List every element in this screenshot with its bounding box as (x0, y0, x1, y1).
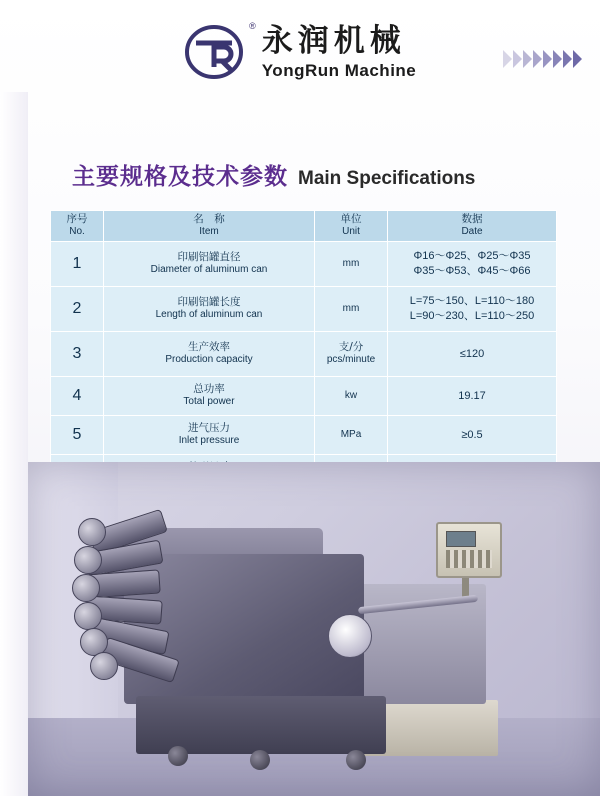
machine-caster-wheel (346, 750, 366, 770)
machine-roller (90, 652, 118, 680)
header-item-en: Item (199, 226, 219, 238)
cell-item (104, 416, 315, 455)
table-header (51, 211, 557, 242)
cell-item-en: Total power (183, 396, 235, 408)
table-header-row (51, 211, 557, 242)
table-row (51, 377, 557, 416)
yongrun-tr-monogram-logo (184, 21, 256, 81)
cell-no: 2 (51, 287, 104, 332)
table-row (51, 287, 557, 332)
brand-text (261, 22, 417, 80)
header-data-en: Date (461, 226, 483, 238)
chevron-right-icon (533, 50, 542, 68)
machine-photo (28, 462, 600, 796)
page-title-cn: 主要规格及技术参数 (72, 164, 288, 190)
brand-lockup (184, 23, 417, 81)
cell-unit-en: pcs/minute (326, 354, 376, 366)
page-title-en: Main Specifications (298, 168, 476, 189)
brand-name-en: YongRun Machine (261, 60, 417, 80)
cell-unit-text: kw (344, 389, 358, 401)
cell-unit-text: mm (342, 257, 360, 269)
cell-no: 4 (51, 377, 104, 416)
cell-data-line: Φ16～Φ25、Φ25～Φ35 (413, 250, 531, 263)
cell-item-en: Inlet pressure (178, 435, 240, 447)
table-row (51, 242, 557, 287)
cell-item-en: Length of aluminum can (155, 309, 263, 321)
page-title (72, 158, 475, 191)
machine-roller (78, 518, 106, 546)
cell-unit-cn: 支/分 (338, 341, 364, 354)
cell-item-cn: 生产效率 (188, 341, 230, 354)
chevron-right-icon (523, 50, 532, 68)
cell-item (104, 287, 315, 332)
panel-screen-icon (446, 531, 476, 547)
chevron-right-icon (503, 50, 512, 68)
cell-data (388, 377, 557, 416)
chevron-right-icon (573, 50, 582, 68)
panel-buttons-icon (446, 550, 492, 568)
chevron-right-icon (563, 50, 572, 68)
machine-roller (74, 546, 102, 574)
machine-base-frame (136, 696, 386, 754)
cell-item-cn: 总功率 (193, 383, 225, 396)
header-unit-cn: 单位 (340, 213, 362, 226)
cell-unit (315, 377, 388, 416)
cell-item-cn: 进气压力 (188, 422, 230, 435)
brand-name-cn: 永润机械 (261, 22, 406, 59)
left-decorative-band (0, 92, 28, 796)
machine-caster-wheel (250, 750, 270, 770)
cell-no: 5 (51, 416, 104, 455)
header-item-cn: 名 称 (193, 213, 225, 226)
cell-item-cn: 印刷铝罐长度 (177, 296, 241, 309)
table-row (51, 332, 557, 377)
machine-roller (74, 602, 102, 630)
header-no-cn: 序号 (66, 213, 88, 226)
cell-item (104, 332, 315, 377)
cell-unit (315, 242, 388, 287)
cell-unit-text: mm (342, 302, 360, 314)
registered-mark-icon: ® (249, 21, 256, 31)
cell-no: 1 (51, 242, 104, 287)
header-no-en: No. (69, 226, 85, 238)
page-header (0, 0, 600, 98)
header-data-cn: 数据 (461, 213, 483, 226)
cell-data-line: 19.17 (458, 389, 486, 402)
cell-unit-text: MPa (340, 428, 362, 440)
cell-item-en: Production capacity (165, 354, 253, 366)
cell-data (388, 416, 557, 455)
header-unit-en: Unit (342, 226, 360, 238)
chevron-right-icon (513, 50, 522, 68)
machine-transfer-drum (328, 614, 372, 658)
table-row (51, 416, 557, 455)
machine-roller (72, 574, 100, 602)
header-cell-no (51, 211, 104, 242)
cell-unit (315, 416, 388, 455)
cell-data-line: L=75～150、L=110～180 (409, 295, 535, 308)
cell-data (388, 287, 557, 332)
machine-caster-wheel (168, 746, 188, 766)
cell-data-line: ≤120 (459, 347, 485, 360)
header-cell-data (388, 211, 557, 242)
header-cell-unit (315, 211, 388, 242)
control-panel (436, 522, 502, 578)
cell-data-line: L=90～230、L=110～250 (409, 310, 535, 322)
chevron-decoration (503, 50, 582, 68)
cell-unit (315, 332, 388, 377)
cell-data (388, 332, 557, 377)
chevron-right-icon (543, 50, 552, 68)
cell-item-cn: 印刷铝罐直径 (177, 251, 241, 264)
cell-data (388, 242, 557, 287)
cell-data-line: ≥0.5 (461, 428, 483, 441)
cell-item (104, 242, 315, 287)
cell-no: 3 (51, 332, 104, 377)
header-cell-item (104, 211, 315, 242)
chevron-right-icon (553, 50, 562, 68)
cell-item (104, 377, 315, 416)
cell-unit (315, 287, 388, 332)
cell-item-en: Diameter of aluminum can (150, 264, 268, 276)
cell-data-line: Φ35～Φ53、Φ45～Φ66 (413, 265, 531, 277)
